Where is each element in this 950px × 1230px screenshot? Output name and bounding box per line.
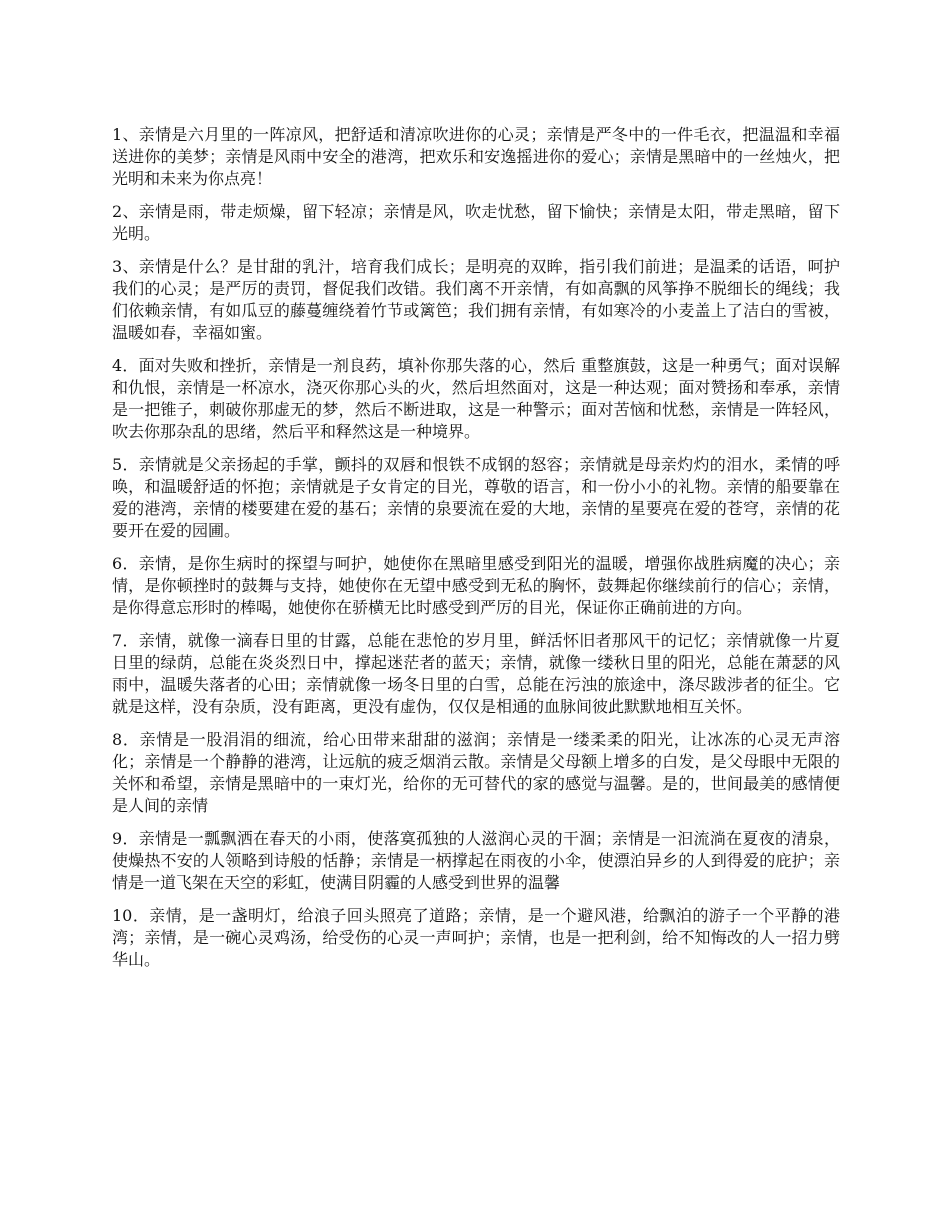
paragraph-8: 8．亲情是一股涓涓的细流，给心田带来甜甜的滋润；亲情是一缕柔柔的阳光，让冰冻的心灵无声溶化；亲情是一个静静的港湾，让远航的疲乏烟消云散。亲情是父母额上增多的白发，是父母眼中无限的关怀和希望，亲情是黑暗中的一束灯光，给你的无可替代的家的感觉与温馨。是的，世间最美的感情便是人间的亲情	[112, 730, 840, 815]
paragraph-4: 4．面对失败和挫折，亲情是一剂良药，填补你那失落的心，然后 重整旗鼓，这是一种勇气；面对误解和仇恨，亲情是一杯凉水，浇灭你那心头的火，然后坦然面对，这是一种达观；面对赞扬和奉承，亲情是一把锥子，刺破你那虚无的梦，然后不断进取，这是一种警示；面对苦恼和忧愁，亲情是一阵轻风，吹去你那杂乱的思绪，然后平和释然这是一种境界。	[112, 356, 840, 441]
paragraph-5: 5．亲情就是父亲扬起的手掌，颤抖的双唇和恨铁不成钢的怒容；亲情就是母亲灼灼的泪水，柔情的呼唤，和温暖舒适的怀抱；亲情就是子女肯定的目光，尊敬的语言，和一份小小的礼物。亲情的船要靠在爱的港湾，亲情的楼要建在爱的基石；亲情的泉要流在爱的大地，亲情的星要亮在爱的苍穹，亲情的花要开在爱的园圃。	[112, 455, 840, 540]
paragraph-7: 7．亲情，就像一滴春日里的甘露，总能在悲怆的岁月里，鲜活怀旧者那风干的记忆；亲情就像一片夏日里的绿荫，总能在炎炎烈日中，撑起迷茫者的蓝天；亲情，就像一缕秋日里的阳光，总能在萧瑟的风雨中，温暖失落者的心田；亲情就像一场冬日里的白雪，总能在污浊的旅途中，涤尽跋涉者的征尘。它就是这样，没有杂质，没有距离，更没有虚伪，仅仅是相通的血脉间彼此默默地相互关怀。	[112, 631, 840, 716]
paragraph-6: 6．亲情，是你生病时的探望与呵护，她使你在黑暗里感受到阳光的温暖，增强你战胜病魔的决心；亲情，是你顿挫时的鼓舞与支持，她使你在无望中感受到无私的胸怀，鼓舞起你继续前行的信心；亲情，是你得意忘形时的棒喝，她使你在骄横无比时感受到严厉的目光，保证你正确前进的方向。	[112, 554, 840, 617]
paragraph-2: 2、亲情是雨，带走烦燥，留下轻凉；亲情是风，吹走忧愁，留下愉快；亲情是太阳，带走黑暗，留下光明。	[112, 202, 840, 243]
paragraph-3: 3、亲情是什么？是甘甜的乳汁，培育我们成长；是明亮的双眸，指引我们前进；是温柔的话语，呵护我们的心灵；是严厉的责罚，督促我们改错。我们离不开亲情，有如高飘的风筝挣不脱细长的绳线；我们依赖亲情，有如瓜豆的藤蔓缠绕着竹节或篱笆；我们拥有亲情，有如寒冷的小麦盖上了洁白的雪被，温暖如春，幸福如蜜。	[112, 257, 840, 342]
paragraph-1: 1、亲情是六月里的一阵凉风，把舒适和清凉吹进你的心灵；亲情是严冬中的一件毛衣，把温温和幸福送进你的美梦；亲情是风雨中安全的港湾，把欢乐和安逸摇进你的爱心；亲情是黑暗中的一丝烛火，把光明和未来为你点亮！	[112, 125, 840, 188]
paragraph-9: 9．亲情是一瓢飘洒在春天的小雨，使落寞孤独的人滋润心灵的干涸；亲情是一汩流淌在夏夜的清泉，使燥热不安的人领略到诗般的恬静；亲情是一柄撑起在雨夜的小伞，使漂泊异乡的人到得爱的庇护；亲情是一道飞架在天空的彩虹，使满目阴霾的人感受到世界的温馨	[112, 829, 840, 892]
document-body	[112, 124, 840, 982]
paragraph-10: 10．亲情，是一盏明灯，给浪子回头照亮了道路；亲情，是一个避风港，给飘泊的游子一个平静的港湾；亲情，是一碗心灵鸡汤，给受伤的心灵一声呵护；亲情，也是一把利剑，给不知悔改的人一招力劈华山。	[112, 906, 840, 969]
